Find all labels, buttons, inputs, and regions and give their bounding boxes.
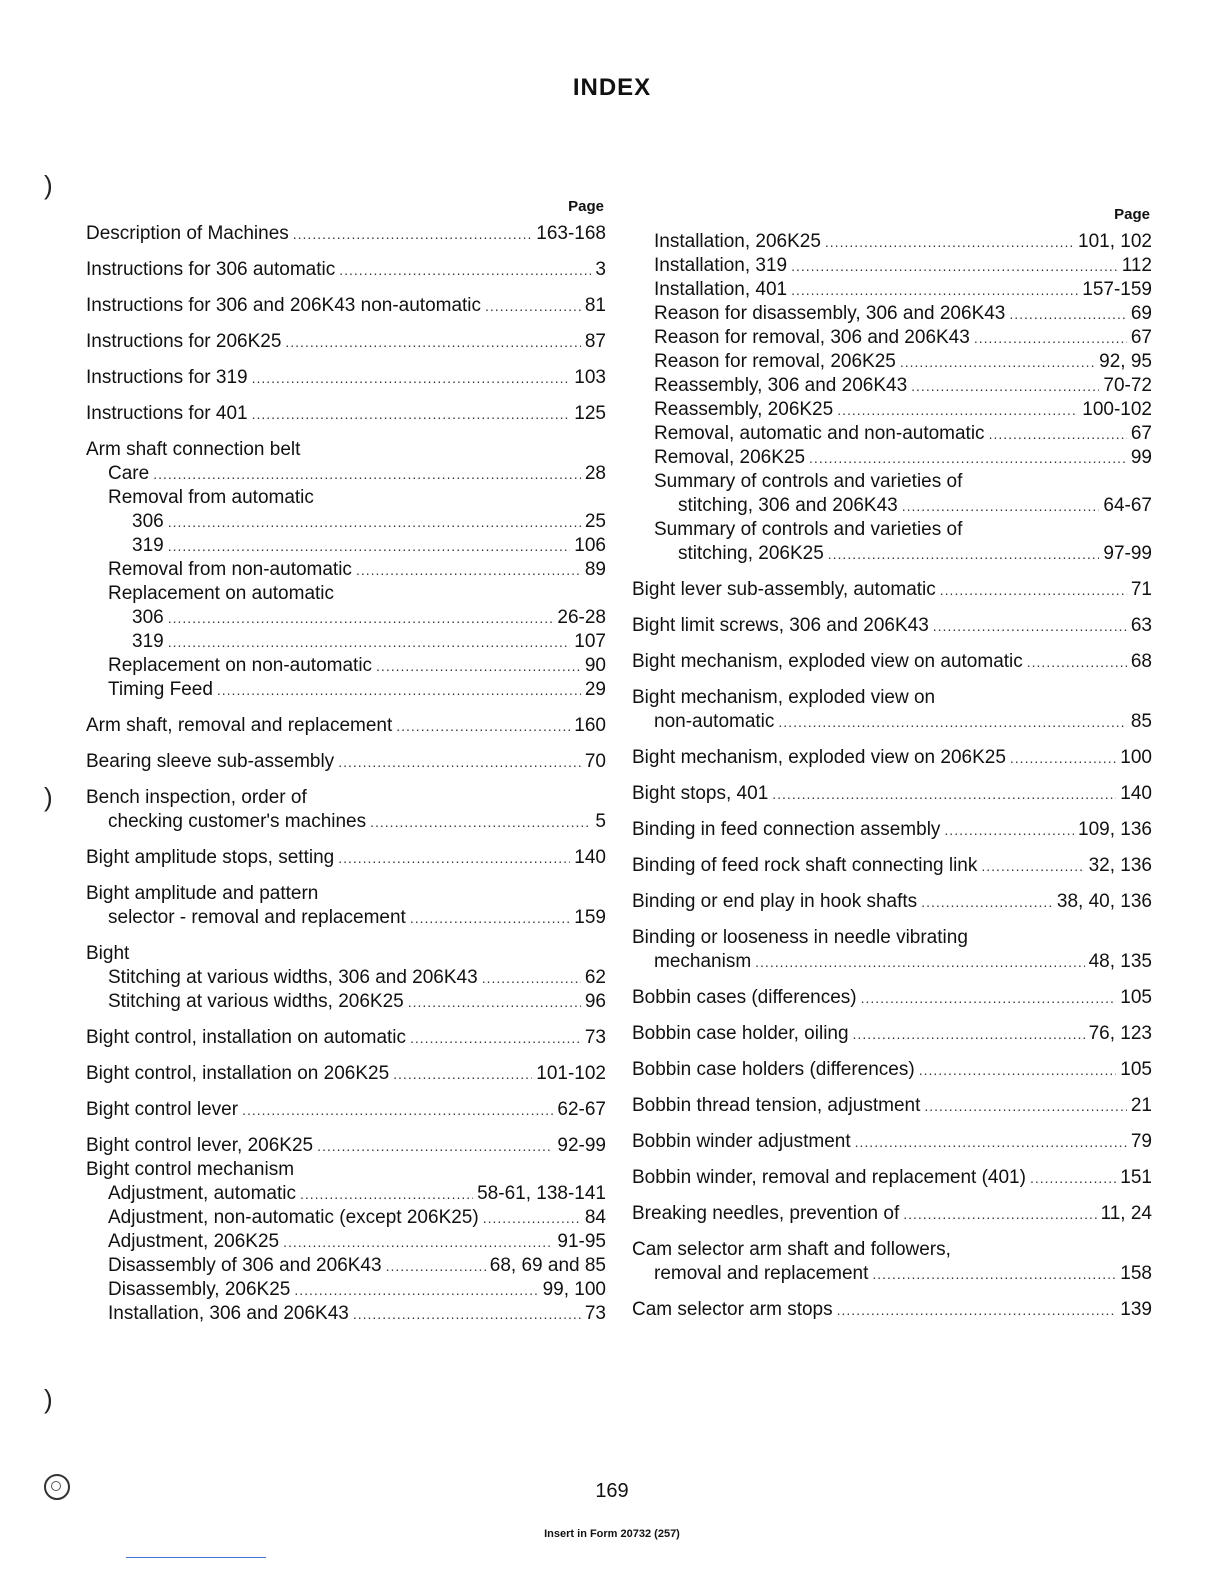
index-entry xyxy=(86,750,606,774)
dot-leader xyxy=(153,462,581,486)
dot-leader xyxy=(338,750,581,774)
dot-leader xyxy=(837,1298,1117,1322)
entry-page: 28 xyxy=(584,463,606,484)
dot-leader xyxy=(252,402,571,426)
dot-leader xyxy=(900,350,1095,374)
entry-label: Arm shaft, removal and replacement xyxy=(86,715,393,736)
dot-leader xyxy=(989,422,1127,446)
entry-label: Bobbin case holders (differences) xyxy=(632,1059,915,1080)
index-entry xyxy=(632,542,1152,566)
entry-page: 68, 69 and 85 xyxy=(489,1255,606,1276)
index-heading: Removal from automatic xyxy=(108,487,314,508)
entry-page: 101, 102 xyxy=(1078,231,1152,252)
entry-label: Bight stops, 401 xyxy=(632,783,769,804)
entry-label: stitching, 206K25 xyxy=(678,543,824,564)
entry-page: 158 xyxy=(1120,1263,1152,1284)
index-entry xyxy=(632,782,1152,806)
index-entry xyxy=(86,534,606,558)
entry-label: Bight control, installation on automatic xyxy=(86,1027,407,1048)
dot-leader xyxy=(339,258,591,282)
entry-label: Timing Feed xyxy=(108,679,213,700)
entry-label: Reason for removal, 306 and 206K43 xyxy=(654,327,970,348)
dot-leader xyxy=(924,1094,1127,1118)
entry-page: 63 xyxy=(1130,615,1152,636)
entry-label: mechanism xyxy=(654,951,752,972)
entry-page: 92, 95 xyxy=(1099,351,1152,372)
page-column-header: Page xyxy=(568,198,604,215)
entry-label: Removal, automatic and non-automatic xyxy=(654,423,985,444)
entry-page: 107 xyxy=(574,631,606,652)
index-title: INDEX xyxy=(572,74,652,101)
index-entry xyxy=(86,1230,606,1254)
index-entry xyxy=(86,654,606,678)
dot-leader xyxy=(1027,650,1127,674)
entry-page: 29 xyxy=(584,679,606,700)
dot-leader xyxy=(1010,746,1116,770)
entry-label: removal and replacement xyxy=(654,1263,869,1284)
index-entry xyxy=(632,278,1152,302)
dot-leader xyxy=(911,374,1099,398)
entry-page: 105 xyxy=(1120,1059,1152,1080)
dot-leader xyxy=(903,1202,1096,1226)
entry-page: 140 xyxy=(1120,783,1152,804)
entry-page: 92-99 xyxy=(557,1135,606,1156)
dot-leader xyxy=(338,846,570,870)
index-entry xyxy=(632,950,1152,974)
entry-page: 140 xyxy=(574,847,606,868)
entry-label: Bight mechanism, exploded view on automatic xyxy=(632,651,1023,672)
entry-page: 76, 123 xyxy=(1088,1023,1152,1044)
dot-leader xyxy=(933,614,1127,638)
dot-leader xyxy=(974,326,1127,350)
entry-page: 159 xyxy=(574,907,606,928)
dot-leader xyxy=(168,510,581,534)
index-heading: Replacement on automatic xyxy=(108,583,335,604)
index-entry xyxy=(632,578,1152,602)
index-entry xyxy=(86,1134,606,1158)
entry-page: 106 xyxy=(574,535,606,556)
entry-page: 67 xyxy=(1130,423,1152,444)
dot-leader xyxy=(1009,302,1126,326)
entry-page: 67 xyxy=(1130,327,1152,348)
index-entry xyxy=(632,230,1152,254)
entry-label: stitching, 306 and 206K43 xyxy=(678,495,898,516)
binding-hole-mark: ) xyxy=(44,1384,53,1414)
index-entry xyxy=(86,1098,606,1122)
entry-page: 71 xyxy=(1130,579,1152,600)
entry-page: 103 xyxy=(574,367,606,388)
index-entry xyxy=(86,258,606,282)
page-number: 169 xyxy=(595,1480,629,1502)
entry-label: Bight control lever, 206K25 xyxy=(86,1135,314,1156)
entry-page: 26-28 xyxy=(557,607,606,628)
entry-page: 160 xyxy=(574,715,606,736)
dot-leader xyxy=(410,906,570,930)
index-entry xyxy=(632,650,1152,674)
dot-leader xyxy=(837,398,1078,422)
page-column-header: Page xyxy=(1114,206,1150,223)
entry-label: Instructions for 306 automatic xyxy=(86,259,336,280)
entry-page: 79 xyxy=(1130,1131,1152,1152)
entry-page: 5 xyxy=(595,811,606,832)
entry-page: 99 xyxy=(1130,447,1152,468)
entry-label: 306 xyxy=(132,511,164,532)
entry-label: selector - removal and replacement xyxy=(108,907,406,928)
entry-label: Reassembly, 306 and 206K43 xyxy=(654,375,908,396)
index-entry xyxy=(86,1206,606,1230)
entry-page: 97-99 xyxy=(1103,543,1152,564)
entry-label: Replacement on non-automatic xyxy=(108,655,373,676)
index-entry xyxy=(632,710,1152,734)
dot-leader xyxy=(861,986,1117,1010)
entry-page: 105 xyxy=(1120,987,1152,1008)
entry-page: 163-168 xyxy=(536,223,606,244)
entry-label: Bight control, installation on 206K25 xyxy=(86,1063,390,1084)
entry-label: Cam selector arm stops xyxy=(632,1299,833,1320)
entry-label: non-automatic xyxy=(654,711,775,732)
dot-leader xyxy=(168,630,571,654)
entry-page: 64-67 xyxy=(1103,495,1152,516)
dot-leader xyxy=(981,854,1084,878)
index-entry xyxy=(86,1278,606,1302)
entry-page: 73 xyxy=(584,1303,606,1324)
dot-leader xyxy=(940,578,1127,602)
index-entry xyxy=(86,510,606,534)
index-entry xyxy=(86,606,606,630)
index-entry xyxy=(632,614,1152,638)
entry-page: 109, 136 xyxy=(1078,819,1152,840)
entry-page: 25 xyxy=(584,511,606,532)
index-entry xyxy=(86,462,606,486)
index-entry xyxy=(632,326,1152,350)
entry-label: Binding in feed connection assembly xyxy=(632,819,941,840)
entry-label: Bight lever sub-assembly, automatic xyxy=(632,579,936,600)
index-entry xyxy=(632,1058,1152,1082)
index-entry xyxy=(632,854,1152,878)
dot-leader xyxy=(217,678,581,702)
entry-page: 68 xyxy=(1130,651,1152,672)
index-entry xyxy=(632,1130,1152,1154)
entry-page: 69 xyxy=(1130,303,1152,324)
entry-label: Breaking needles, prevention of xyxy=(632,1203,900,1224)
entry-label: Adjustment, non-automatic (except 206K25) xyxy=(108,1207,479,1228)
dot-leader xyxy=(485,294,581,318)
entry-label: Removal, 206K25 xyxy=(654,447,806,468)
index-entry xyxy=(632,254,1152,278)
entry-page: 21 xyxy=(1130,1095,1152,1116)
index-entry xyxy=(86,366,606,390)
index-entry xyxy=(632,1094,1152,1118)
index-heading: Bench inspection, order of xyxy=(86,787,307,808)
entry-label: Installation, 306 and 206K43 xyxy=(108,1303,349,1324)
entry-page: 38, 40, 136 xyxy=(1056,891,1152,912)
dot-leader xyxy=(408,990,581,1014)
entry-label: Disassembly of 306 and 206K43 xyxy=(108,1255,382,1276)
dot-leader xyxy=(285,330,580,354)
dot-leader xyxy=(410,1026,581,1050)
entry-page: 125 xyxy=(574,403,606,424)
index-entry xyxy=(86,990,606,1014)
index-entry xyxy=(632,1298,1152,1322)
index-entry xyxy=(86,714,606,738)
entry-page: 62-67 xyxy=(557,1099,606,1120)
index-entry xyxy=(86,558,606,582)
index-right-column xyxy=(632,206,1152,1322)
dot-leader xyxy=(242,1098,553,1122)
entry-page: 73 xyxy=(584,1027,606,1048)
entry-label: Installation, 319 xyxy=(654,255,788,276)
entry-page: 151 xyxy=(1120,1167,1152,1188)
dot-leader xyxy=(168,606,554,630)
index-entry xyxy=(632,350,1152,374)
dot-leader xyxy=(317,1134,553,1158)
dot-leader xyxy=(855,1130,1127,1154)
index-left-column xyxy=(86,198,606,1326)
index-entry xyxy=(86,1302,606,1326)
dot-leader xyxy=(921,890,1053,914)
entry-page: 100-102 xyxy=(1082,399,1152,420)
entry-label: Bobbin thread tension, adjustment xyxy=(632,1095,921,1116)
index-entry xyxy=(632,986,1152,1010)
entry-label: checking customer's machines xyxy=(108,811,367,832)
entry-label: Instructions for 206K25 xyxy=(86,331,282,352)
dot-leader xyxy=(772,782,1116,806)
index-entry xyxy=(632,302,1152,326)
index-entry xyxy=(632,422,1152,446)
index-entry xyxy=(632,818,1152,842)
entry-page: 81 xyxy=(584,295,606,316)
dot-leader xyxy=(252,366,571,390)
entry-page: 91-95 xyxy=(557,1231,606,1252)
dot-leader xyxy=(353,1302,581,1326)
index-heading: Arm shaft connection belt xyxy=(86,439,301,460)
index-heading: Cam selector arm shaft and followers, xyxy=(632,1239,951,1260)
dot-leader xyxy=(825,230,1074,254)
dot-leader xyxy=(370,810,591,834)
entry-label: 319 xyxy=(132,535,164,556)
entry-label: Binding or end play in hook shafts xyxy=(632,891,918,912)
index-entry xyxy=(86,630,606,654)
entry-label: Reason for disassembly, 306 and 206K43 xyxy=(654,303,1006,324)
entry-page: 84 xyxy=(584,1207,606,1228)
dot-leader xyxy=(356,558,581,582)
dot-leader xyxy=(791,254,1118,278)
dot-leader xyxy=(791,278,1078,302)
index-entry xyxy=(632,1166,1152,1190)
dot-leader xyxy=(778,710,1126,734)
index-entry xyxy=(632,446,1152,470)
dot-leader xyxy=(283,1230,553,1254)
index-entry xyxy=(86,810,606,834)
entry-label: Bobbin case holder, oiling xyxy=(632,1023,849,1044)
entry-label: Bight control lever xyxy=(86,1099,239,1120)
dot-leader xyxy=(902,494,1100,518)
entry-page: 62 xyxy=(584,967,606,988)
entry-page: 3 xyxy=(595,259,606,280)
dot-leader xyxy=(376,654,581,678)
index-entry xyxy=(86,1182,606,1206)
entry-page: 11, 24 xyxy=(1100,1203,1152,1224)
index-entry xyxy=(632,1262,1152,1286)
entry-label: Description of Machines xyxy=(86,223,289,244)
binding-hole-mark: ) xyxy=(44,170,53,200)
dot-leader xyxy=(809,446,1127,470)
entry-label: Disassembly, 206K25 xyxy=(108,1279,291,1300)
dot-leader xyxy=(872,1262,1116,1286)
entry-page: 85 xyxy=(1130,711,1152,732)
entry-page: 58-61, 138-141 xyxy=(477,1183,606,1204)
dot-leader xyxy=(482,966,581,990)
entry-label: Installation, 206K25 xyxy=(654,231,821,252)
index-heading: Bight xyxy=(86,943,130,964)
dot-leader xyxy=(294,1278,538,1302)
index-heading: Bight amplitude and pattern xyxy=(86,883,319,904)
dot-leader xyxy=(755,950,1084,974)
index-entry xyxy=(86,222,606,246)
dot-leader xyxy=(293,222,533,246)
entry-page: 87 xyxy=(584,331,606,352)
dot-leader xyxy=(168,534,571,558)
entry-page: 89 xyxy=(584,559,606,580)
index-entry xyxy=(86,1254,606,1278)
dot-leader xyxy=(828,542,1100,566)
entry-label: Bight limit screws, 306 and 206K43 xyxy=(632,615,929,636)
index-entry xyxy=(86,678,606,702)
dot-leader xyxy=(300,1182,473,1206)
dot-leader xyxy=(944,818,1074,842)
dot-leader xyxy=(853,1022,1085,1046)
entry-label: Stitching at various widths, 306 and 206K43 xyxy=(108,967,478,988)
entry-label: Stitching at various widths, 206K25 xyxy=(108,991,404,1012)
index-heading: Summary of controls and varieties of xyxy=(654,471,963,492)
dot-leader xyxy=(386,1254,486,1278)
index-entry xyxy=(86,402,606,426)
index-entry xyxy=(86,906,606,930)
index-heading: Binding or looseness in needle vibrating xyxy=(632,927,968,948)
dot-leader xyxy=(396,714,570,738)
entry-label: Bobbin winder adjustment xyxy=(632,1131,851,1152)
dot-leader xyxy=(483,1206,581,1230)
entry-page: 96 xyxy=(584,991,606,1012)
entry-label: Reassembly, 206K25 xyxy=(654,399,834,420)
entry-page: 70 xyxy=(584,751,606,772)
entry-label: Instructions for 306 and 206K43 non-automatic xyxy=(86,295,482,316)
entry-label: Bobbin winder, removal and replacement (401) xyxy=(632,1167,1026,1188)
index-entry xyxy=(86,966,606,990)
entry-label: Bight mechanism, exploded view on 206K25 xyxy=(632,747,1006,768)
index-entry xyxy=(86,294,606,318)
entry-page: 70-72 xyxy=(1103,375,1152,396)
binding-hole-mark: ) xyxy=(44,782,53,812)
entry-page: 48, 135 xyxy=(1088,951,1152,972)
dot-leader xyxy=(1030,1166,1116,1190)
entry-page: 99, 100 xyxy=(542,1279,606,1300)
dot-leader xyxy=(393,1062,532,1086)
index-entry xyxy=(86,330,606,354)
entry-label: Instructions for 401 xyxy=(86,403,248,424)
dot-leader xyxy=(919,1058,1117,1082)
entry-label: Removal from non-automatic xyxy=(108,559,352,580)
entry-label: Bight amplitude stops, setting xyxy=(86,847,335,868)
entry-page: 32, 136 xyxy=(1088,855,1152,876)
index-heading: Bight mechanism, exploded view on xyxy=(632,687,936,708)
entry-label: Care xyxy=(108,463,150,484)
entry-page: 112 xyxy=(1121,255,1152,276)
entry-label: Instructions for 319 xyxy=(86,367,248,388)
scan-edge-line xyxy=(126,1557,266,1558)
index-entry xyxy=(632,1202,1152,1226)
entry-label: 306 xyxy=(132,607,164,628)
index-entry xyxy=(86,1026,606,1050)
entry-label: Bobbin cases (differences) xyxy=(632,987,857,1008)
index-entry xyxy=(632,374,1152,398)
index-entry xyxy=(632,890,1152,914)
entry-page: 90 xyxy=(584,655,606,676)
entry-label: Bearing sleeve sub-assembly xyxy=(86,751,335,772)
entry-page: 100 xyxy=(1120,747,1152,768)
entry-page: 157-159 xyxy=(1082,279,1152,300)
index-entry xyxy=(632,494,1152,518)
entry-label: Reason for removal, 206K25 xyxy=(654,351,896,372)
index-entry xyxy=(86,1062,606,1086)
index-entry xyxy=(632,398,1152,422)
index-heading: Bight control mechanism xyxy=(86,1159,295,1180)
footer-form-note: Insert in Form 20732 (257) xyxy=(544,1528,680,1540)
index-entry xyxy=(86,846,606,870)
entry-label: Installation, 401 xyxy=(654,279,788,300)
index-heading: Summary of controls and varieties of xyxy=(654,519,963,540)
index-entry xyxy=(632,1022,1152,1046)
entry-page: 139 xyxy=(1120,1299,1152,1320)
entry-label: 319 xyxy=(132,631,164,652)
index-entry xyxy=(632,746,1152,770)
entry-page: 101-102 xyxy=(536,1063,606,1084)
entry-label: Adjustment, automatic xyxy=(108,1183,296,1204)
entry-label: Adjustment, 206K25 xyxy=(108,1231,280,1252)
entry-label: Binding of feed rock shaft connecting link xyxy=(632,855,978,876)
